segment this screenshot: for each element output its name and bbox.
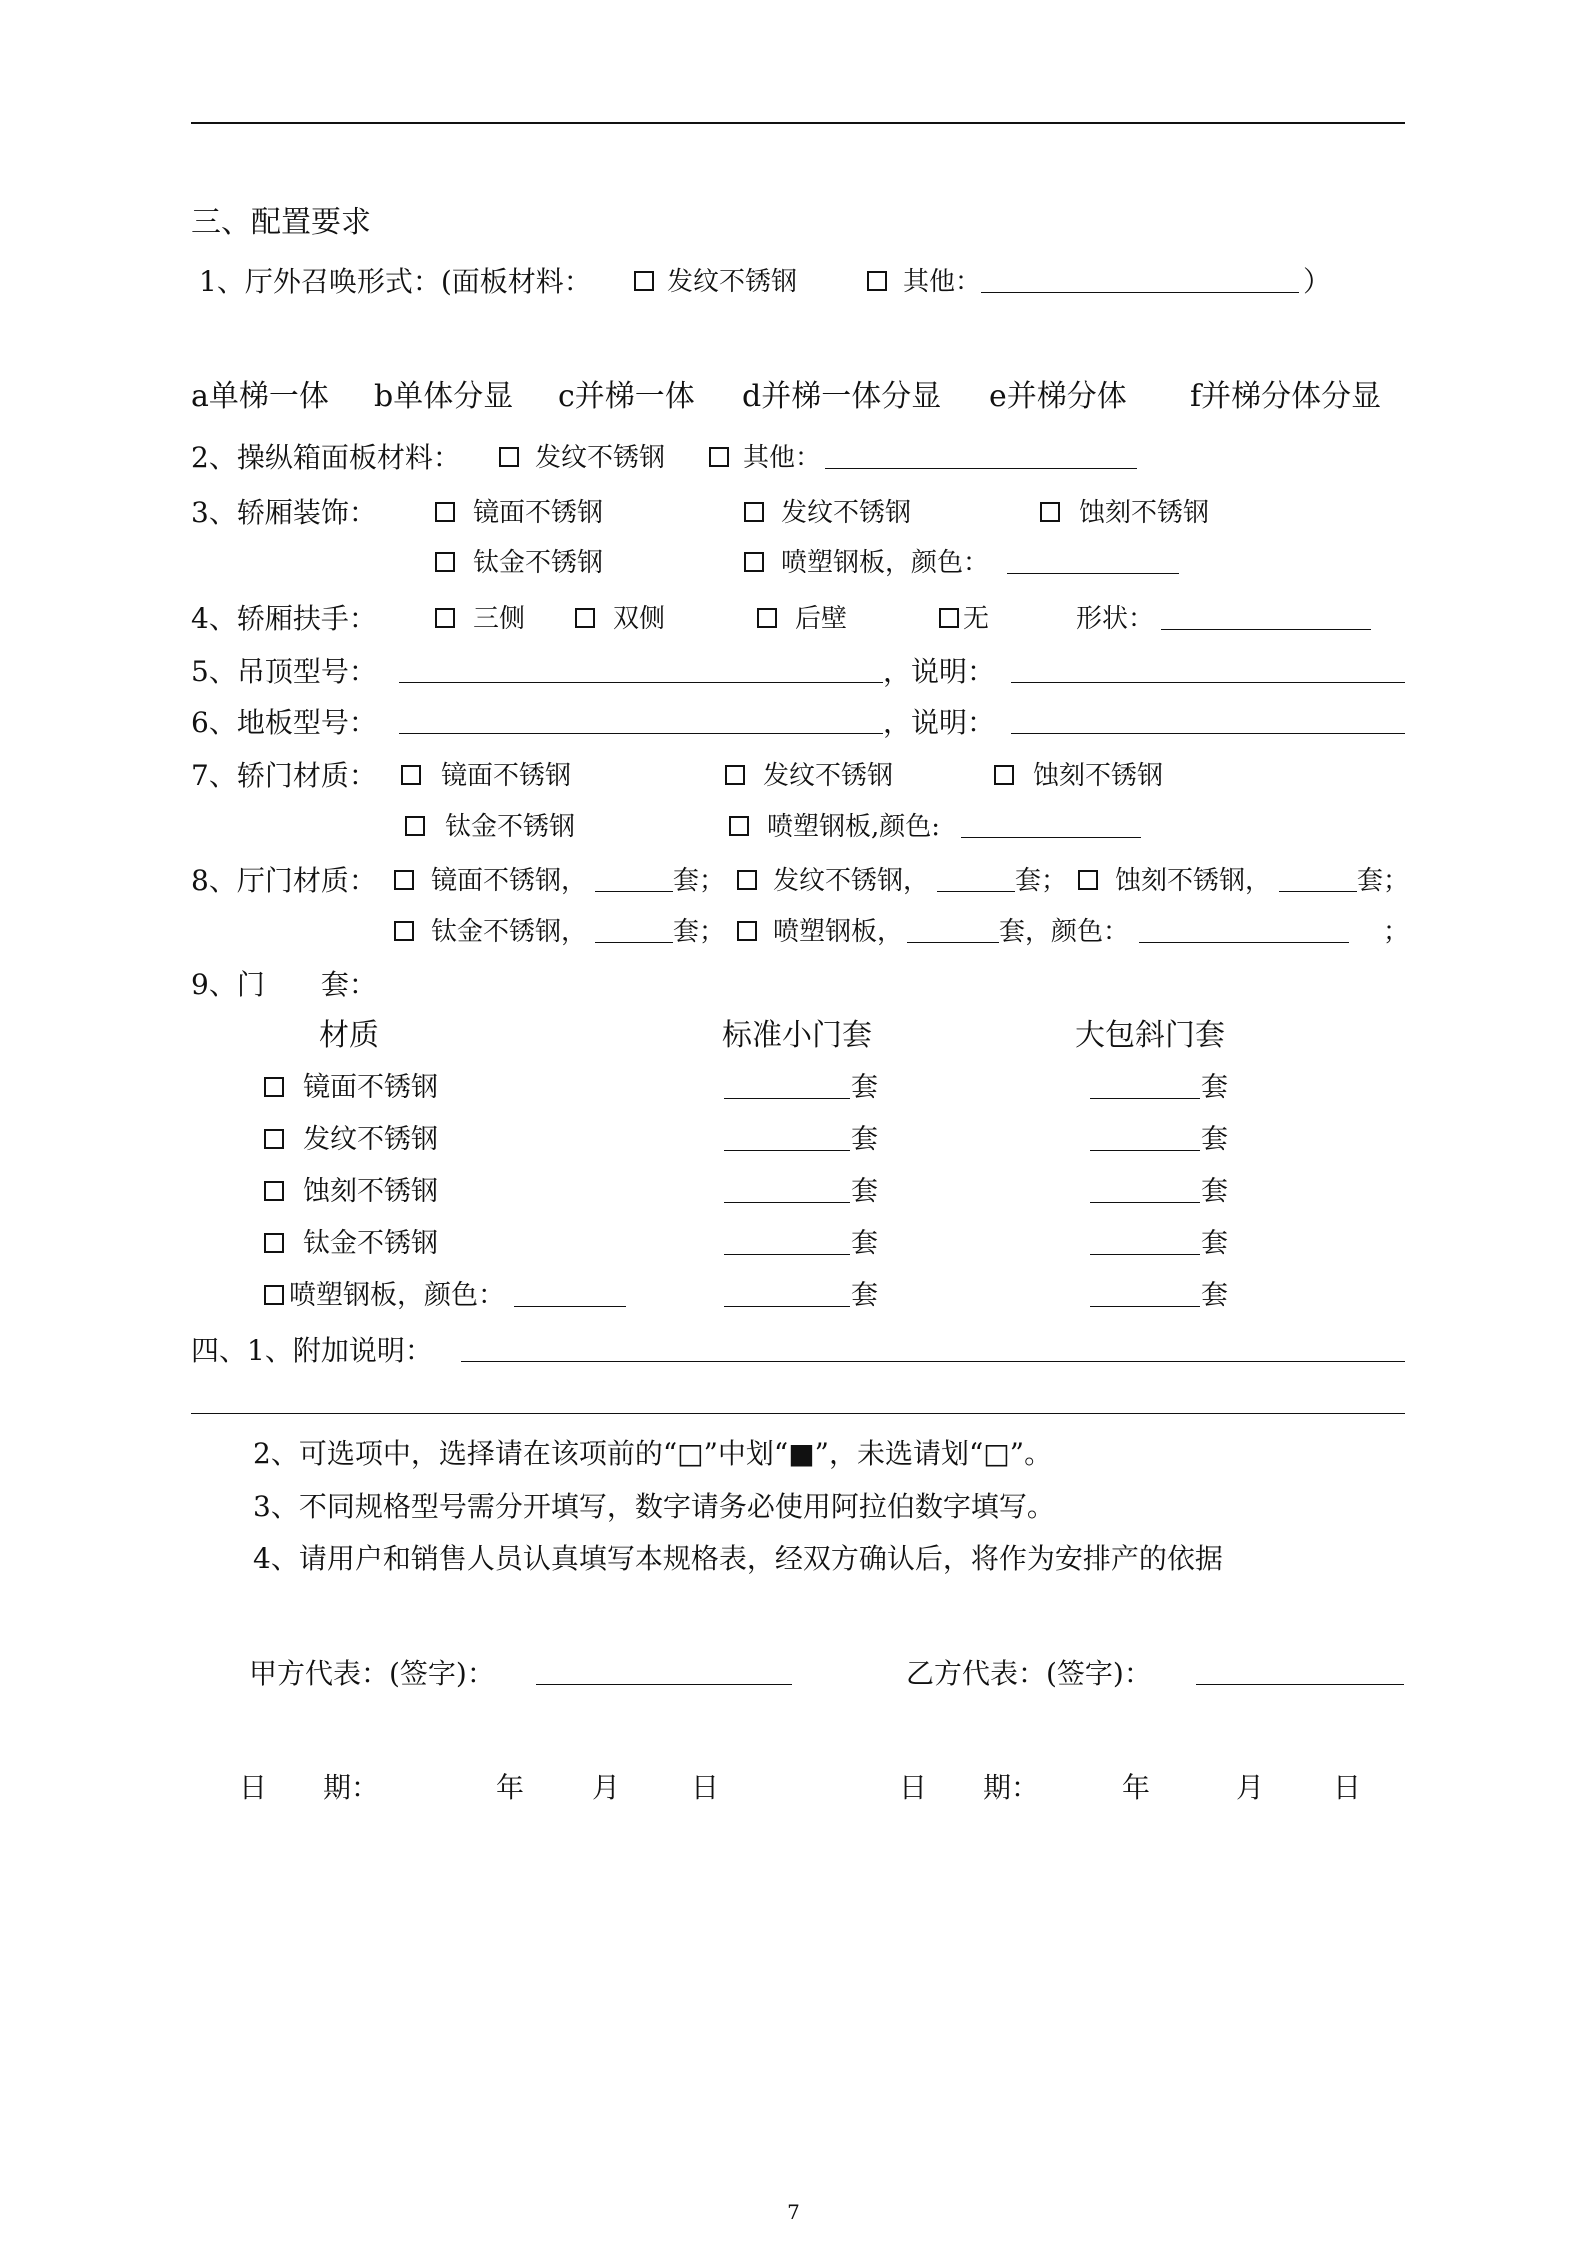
item8-mirror-qty[interactable] — [595, 861, 673, 892]
item8-opt-mirror: 镜面不锈钢， — [431, 866, 588, 896]
item1-close-paren: ） — [1303, 265, 1332, 298]
item3-opt-mirror: 镜面不锈钢 — [473, 498, 604, 528]
item8-unit2: 套； — [1015, 866, 1068, 896]
item1-label: 1、厅外召唤形式：(面板材料： — [199, 265, 592, 298]
item9-large-qty[interactable] — [1090, 1224, 1200, 1255]
item9-large-qty[interactable] — [1090, 1068, 1200, 1099]
item2-opt2: 其他： — [743, 443, 822, 473]
item3-opt-titanium: 钛金不锈钢 — [473, 548, 604, 578]
note-2: 2、可选项中，选择请在该项前的“□”中划“■”，未选请划“□”。 — [253, 1437, 1053, 1470]
item9-table-row — [191, 1068, 1405, 1108]
item3-label: 3、轿厢装饰： — [191, 496, 377, 529]
month-a: 月 — [592, 1771, 621, 1804]
item5-note-label: ，说明： — [883, 655, 996, 688]
item9-unit: 套 — [1201, 1228, 1228, 1259]
item2-row — [191, 438, 1405, 478]
item7-row — [191, 756, 1405, 796]
item8-painted-qty[interactable] — [907, 912, 999, 943]
item9-header-large: 大包斜门套 — [1075, 1018, 1225, 1053]
item4-opt-three: 三侧 — [473, 604, 526, 634]
item9-large-qty[interactable] — [1090, 1120, 1200, 1151]
item6-row — [191, 703, 1405, 743]
item9-material: 镜面不锈钢 — [303, 1072, 438, 1103]
item9-table-row — [191, 1172, 1405, 1212]
item3-painted-checkbox[interactable] — [744, 552, 764, 572]
item9-row — [191, 965, 1405, 1005]
type-e: e并梯分体 — [989, 379, 1127, 414]
item9-painted-checkbox[interactable] — [264, 1285, 284, 1305]
item1-opt1: 发纹不锈钢 — [667, 267, 798, 297]
item7-painted-checkbox[interactable] — [729, 816, 749, 836]
item9-header-row — [191, 1016, 1405, 1056]
item3-hairline-checkbox[interactable] — [744, 502, 764, 522]
day-a: 日 — [691, 1771, 720, 1804]
item3-mirror-checkbox[interactable] — [435, 502, 455, 522]
item9-unit: 套 — [851, 1072, 878, 1103]
item1-hairline-checkbox[interactable] — [634, 271, 654, 291]
note-row — [191, 1539, 1405, 1579]
item3-opt-hairline: 发纹不锈钢 — [781, 498, 912, 528]
item1-row — [191, 262, 1405, 302]
item9-unit: 套 — [1201, 1072, 1228, 1103]
item9-unit: 套 — [1201, 1280, 1228, 1311]
type-d: d并梯一体分显 — [742, 379, 942, 414]
item1-opt2: 其他： — [903, 267, 982, 297]
item9-standard-qty[interactable] — [724, 1224, 850, 1255]
item9-standard-qty[interactable] — [724, 1172, 850, 1203]
party-a-label: 甲方代表：(签字)： — [249, 1657, 495, 1690]
item8-titanium-checkbox[interactable] — [394, 921, 414, 941]
party-a-signature-field[interactable] — [536, 1654, 792, 1685]
item9-material: 发纹不锈钢 — [303, 1124, 438, 1155]
additional-notes-field[interactable] — [461, 1331, 1405, 1362]
item8-hairline-qty[interactable] — [937, 861, 1015, 892]
item6-label: 6、地板型号： — [191, 706, 377, 739]
item9-mirror-checkbox[interactable] — [264, 1077, 284, 1097]
item6-model-field[interactable] — [399, 703, 883, 734]
item9-large-qty[interactable] — [1090, 1172, 1200, 1203]
item7-opt-mirror: 镜面不锈钢 — [441, 761, 572, 791]
item2-other-checkbox[interactable] — [709, 447, 729, 467]
day-b: 日 — [1333, 1771, 1362, 1804]
item7-opt-titanium: 钛金不锈钢 — [445, 812, 576, 842]
item4-none-checkbox[interactable] — [939, 608, 959, 628]
item9-standard-qty[interactable] — [724, 1276, 850, 1307]
type-a: a单梯一体 — [191, 379, 329, 414]
item1-other-checkbox[interactable] — [867, 271, 887, 291]
header-rule — [191, 122, 1405, 124]
item9-large-qty[interactable] — [1090, 1276, 1200, 1307]
item7-opt-hairline: 发纹不锈钢 — [763, 761, 894, 791]
item7-opt-etched: 蚀刻不锈钢 — [1033, 761, 1164, 791]
item9-unit: 套 — [851, 1124, 878, 1155]
item5-label: 5、吊顶型号： — [191, 655, 377, 688]
item6-note-label: ，说明： — [883, 706, 996, 739]
item9-standard-qty[interactable] — [724, 1068, 850, 1099]
item4-three-sides-checkbox[interactable] — [435, 608, 455, 628]
item4-two-sides-checkbox[interactable] — [575, 608, 595, 628]
item9-unit: 套 — [851, 1176, 878, 1207]
type-b: b单体分显 — [374, 379, 514, 414]
item9-titanium-checkbox[interactable] — [264, 1233, 284, 1253]
item8-etched-qty[interactable] — [1279, 861, 1357, 892]
note-4: 4、请用户和销售人员认真填写本规格表，经双方确认后，将作为安排产的依据 — [253, 1542, 1223, 1575]
item5-note-field[interactable] — [1011, 652, 1405, 683]
item7-color-field[interactable] — [961, 807, 1141, 838]
item2-hairline-checkbox[interactable] — [499, 447, 519, 467]
item7-titanium-checkbox[interactable] — [405, 816, 425, 836]
item9-table-row — [191, 1120, 1405, 1160]
item9-etched-checkbox[interactable] — [264, 1181, 284, 1201]
item3-opt-painted: 喷塑钢板，颜色： — [781, 548, 990, 578]
date-label-b: 日 期： — [899, 1771, 1040, 1804]
item7-opt-painted: 喷塑钢板,颜色: — [767, 812, 941, 842]
item8-color-field[interactable] — [1139, 912, 1349, 943]
item9-standard-qty[interactable] — [724, 1120, 850, 1151]
item1-types-row — [191, 377, 1405, 417]
note-row — [191, 1487, 1405, 1527]
item8-row — [191, 861, 1410, 901]
item9-label: 9、门 套： — [191, 968, 377, 1001]
note-row — [191, 1434, 1405, 1474]
additional-notes-line2[interactable] — [191, 1413, 1405, 1414]
item9-table-row — [191, 1276, 1405, 1316]
item3-row2 — [191, 543, 1405, 583]
type-f: f并梯分体分显 — [1190, 379, 1382, 414]
item8-titanium-qty[interactable] — [595, 912, 673, 943]
note-3: 3、不同规格型号需分开填写，数字请务必使用阿拉伯数字填写。 — [253, 1490, 1055, 1523]
item8-hairline-checkbox[interactable] — [737, 870, 757, 890]
item9-hairline-checkbox[interactable] — [264, 1129, 284, 1149]
item4-label: 4、轿厢扶手： — [191, 602, 377, 635]
item4-opt-rear: 后壁 — [795, 604, 848, 634]
item3-row — [191, 493, 1405, 533]
item4-shape-label: 形状： — [1076, 604, 1155, 634]
item4-rear-checkbox[interactable] — [757, 608, 777, 628]
year-b: 年 — [1122, 1771, 1151, 1804]
item6-note-field[interactable] — [1011, 703, 1405, 734]
item9-unit: 套 — [1201, 1176, 1228, 1207]
item7-row2 — [191, 807, 1405, 847]
item8-unit1: 套； — [673, 866, 726, 896]
item4-opt-none: 无 — [963, 604, 990, 634]
item8-unit5: 套，颜色： — [999, 917, 1130, 947]
date-row — [191, 1768, 1405, 1808]
item8-unit3: 套； — [1357, 866, 1410, 896]
section3-title: 三、配置要求 — [191, 205, 371, 240]
month-b: 月 — [1236, 1771, 1265, 1804]
item9-color-field[interactable] — [514, 1276, 626, 1307]
item3-etched-checkbox[interactable] — [1040, 502, 1060, 522]
party-b-signature-field[interactable] — [1196, 1654, 1404, 1685]
item2-other-field[interactable] — [825, 438, 1137, 469]
signature-row — [191, 1654, 1405, 1694]
section4-row — [191, 1331, 1405, 1371]
item9-material: 喷塑钢板，颜色： — [289, 1280, 505, 1311]
item9-header-standard: 标准小门套 — [722, 1018, 872, 1053]
section4-label: 四、1、附加说明： — [191, 1334, 433, 1367]
item8-painted-checkbox[interactable] — [737, 921, 757, 941]
item9-unit: 套 — [851, 1280, 878, 1311]
item7-hairline-checkbox[interactable] — [725, 765, 745, 785]
item8-opt-etched: 蚀刻不锈钢， — [1115, 866, 1272, 896]
item8-unit4: 套； — [673, 917, 726, 947]
item9-unit: 套 — [851, 1228, 878, 1259]
item9-unit: 套 — [1201, 1124, 1228, 1155]
item1-other-field[interactable] — [981, 262, 1299, 293]
type-c: c并梯一体 — [558, 379, 695, 414]
item8-opt-painted: 喷塑钢板， — [773, 917, 904, 947]
item3-color-field[interactable] — [1007, 543, 1179, 574]
item8-label: 8、厅门材质： — [191, 864, 377, 897]
item8-mirror-checkbox[interactable] — [394, 870, 414, 890]
item7-mirror-checkbox[interactable] — [401, 765, 421, 785]
item9-material: 钛金不锈钢 — [303, 1228, 438, 1259]
item7-etched-checkbox[interactable] — [994, 765, 1014, 785]
item4-opt-two: 双侧 — [613, 604, 666, 634]
item9-table-row — [191, 1224, 1405, 1264]
item2-label: 2、操纵箱面板材料： — [191, 441, 461, 474]
item8-opt-hairline: 发纹不锈钢， — [773, 866, 930, 896]
section3-heading-row — [191, 203, 1405, 243]
page-number: 7 — [787, 2200, 800, 2224]
date-label-a: 日 期： — [239, 1771, 380, 1804]
item4-row — [191, 599, 1405, 639]
item4-shape-field[interactable] — [1161, 599, 1371, 630]
item9-header-material: 材质 — [319, 1018, 379, 1053]
item5-model-field[interactable] — [399, 652, 883, 683]
party-b-label: 乙方代表：(签字)： — [906, 1657, 1152, 1690]
item8-etched-checkbox[interactable] — [1078, 870, 1098, 890]
item7-label: 7、轿门材质： — [191, 759, 377, 792]
item8-opt-titanium: 钛金不锈钢， — [431, 917, 588, 947]
item9-material: 蚀刻不锈钢 — [303, 1176, 438, 1207]
item8-row2 — [191, 912, 1410, 952]
item3-opt-etched: 蚀刻不锈钢 — [1079, 498, 1210, 528]
year-a: 年 — [496, 1771, 525, 1804]
item2-opt1: 发纹不锈钢 — [535, 443, 666, 473]
item3-titanium-checkbox[interactable] — [435, 552, 455, 572]
item8-end: ； — [1383, 917, 1410, 947]
item5-row — [191, 652, 1405, 692]
